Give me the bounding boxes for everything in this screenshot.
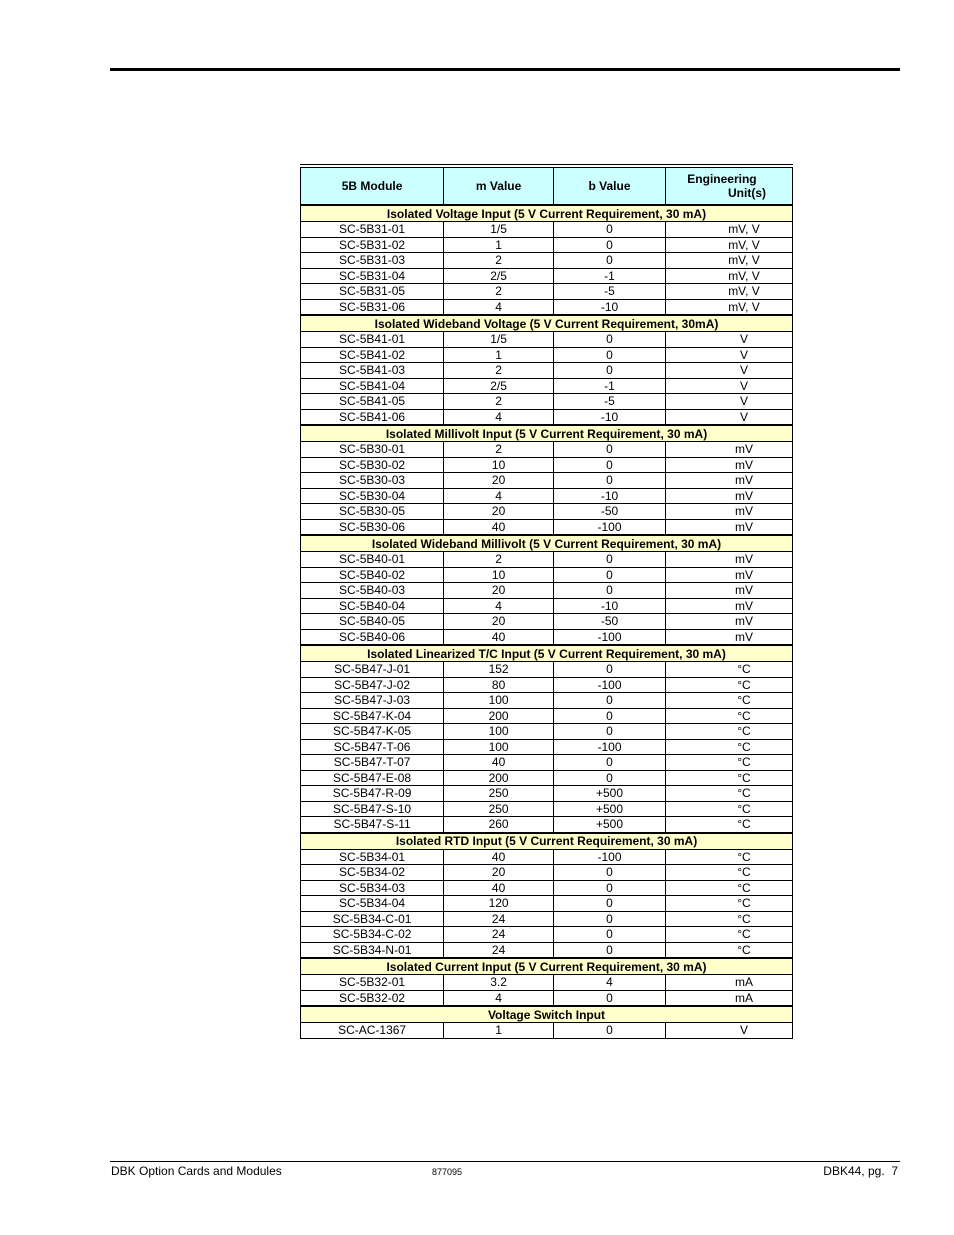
cell-module: SC-5B34-01 xyxy=(301,849,444,865)
cell-b-value: -50 xyxy=(554,614,666,630)
cell-eng-units: °C xyxy=(665,770,792,786)
header-module: 5B Module xyxy=(301,168,444,206)
table-row xyxy=(301,739,793,755)
section-header-row xyxy=(301,315,793,332)
cell-b-value: -5 xyxy=(554,394,666,410)
cell-module: SC-5B41-06 xyxy=(301,409,444,425)
cell-m-value: 40 xyxy=(444,519,554,535)
cell-module: SC-5B32-01 xyxy=(301,975,444,991)
cell-b-value: +500 xyxy=(554,801,666,817)
table-row xyxy=(301,473,793,489)
table-row xyxy=(301,708,793,724)
cell-module: SC-5B41-05 xyxy=(301,394,444,410)
cell-m-value: 1/5 xyxy=(444,222,554,238)
cell-module: SC-5B41-04 xyxy=(301,378,444,394)
cell-module: SC-5B47-K-05 xyxy=(301,724,444,740)
cell-m-value: 100 xyxy=(444,693,554,709)
table-row xyxy=(301,911,793,927)
cell-m-value: 250 xyxy=(444,801,554,817)
table-row xyxy=(301,865,793,881)
footer-document-title: DBK Option Cards and Modules xyxy=(111,1164,282,1178)
cell-b-value: -50 xyxy=(554,504,666,520)
cell-b-value: 0 xyxy=(554,724,666,740)
cell-eng-units: °C xyxy=(665,724,792,740)
cell-eng-units: V xyxy=(665,332,792,348)
cell-b-value: -10 xyxy=(554,299,666,315)
table-row xyxy=(301,552,793,568)
cell-m-value: 4 xyxy=(444,409,554,425)
cell-module: SC-5B34-02 xyxy=(301,865,444,881)
header-engineering-units xyxy=(665,168,792,206)
table-row xyxy=(301,363,793,379)
cell-module: SC-5B41-03 xyxy=(301,363,444,379)
cell-b-value: 0 xyxy=(554,552,666,568)
cell-b-value: -100 xyxy=(554,519,666,535)
cell-eng-units: mV, V xyxy=(665,299,792,315)
cell-b-value: 0 xyxy=(554,942,666,958)
cell-eng-units: mV, V xyxy=(665,268,792,284)
cell-b-value: -1 xyxy=(554,378,666,394)
table-row xyxy=(301,409,793,425)
table-row xyxy=(301,442,793,458)
table-row xyxy=(301,662,793,678)
cell-eng-units: V xyxy=(665,409,792,425)
table-row xyxy=(301,347,793,363)
cell-module: SC-5B31-04 xyxy=(301,268,444,284)
cell-module: SC-5B34-04 xyxy=(301,896,444,912)
table-row xyxy=(301,284,793,300)
table-row xyxy=(301,598,793,614)
cell-b-value: -1 xyxy=(554,268,666,284)
footer-rule xyxy=(110,1161,900,1162)
table-row xyxy=(301,222,793,238)
module-table xyxy=(300,167,793,1039)
section-header-row xyxy=(301,833,793,850)
cell-m-value: 40 xyxy=(444,849,554,865)
table-row xyxy=(301,724,793,740)
cell-module: SC-5B31-03 xyxy=(301,253,444,269)
cell-eng-units: V xyxy=(665,363,792,379)
cell-module: SC-AC-1367 xyxy=(301,1023,444,1039)
cell-b-value: 0 xyxy=(554,708,666,724)
cell-m-value: 24 xyxy=(444,942,554,958)
cell-m-value: 4 xyxy=(444,488,554,504)
footer-document-number: 877095 xyxy=(432,1167,463,1177)
cell-b-value: 0 xyxy=(554,222,666,238)
cell-b-value: -100 xyxy=(554,849,666,865)
section-title: Isolated Wideband Millivolt (5 V Current Requirement, 30 mA) xyxy=(301,535,793,552)
table-row xyxy=(301,629,793,645)
cell-m-value: 10 xyxy=(444,457,554,473)
cell-module: SC-5B34-C-01 xyxy=(301,911,444,927)
section-title: Isolated Voltage Input (5 V Current Requirement, 30 mA) xyxy=(301,205,793,222)
cell-m-value: 120 xyxy=(444,896,554,912)
cell-eng-units: °C xyxy=(665,755,792,771)
cell-m-value: 20 xyxy=(444,614,554,630)
cell-b-value: 0 xyxy=(554,693,666,709)
cell-eng-units: mV, V xyxy=(665,253,792,269)
cell-m-value: 1/5 xyxy=(444,332,554,348)
cell-module: SC-5B47-S-10 xyxy=(301,801,444,817)
cell-b-value: 0 xyxy=(554,347,666,363)
cell-module: SC-5B47-J-02 xyxy=(301,677,444,693)
table-row xyxy=(301,896,793,912)
cell-m-value: 2 xyxy=(444,394,554,410)
cell-eng-units: °C xyxy=(665,880,792,896)
cell-b-value: 0 xyxy=(554,473,666,489)
cell-module: SC-5B40-05 xyxy=(301,614,444,630)
cell-module: SC-5B41-01 xyxy=(301,332,444,348)
cell-m-value: 20 xyxy=(444,504,554,520)
table-row xyxy=(301,880,793,896)
cell-b-value: 0 xyxy=(554,911,666,927)
table-row xyxy=(301,942,793,958)
table-row xyxy=(301,253,793,269)
cell-b-value: 0 xyxy=(554,865,666,881)
cell-b-value: 0 xyxy=(554,567,666,583)
cell-m-value: 2/5 xyxy=(444,268,554,284)
cell-eng-units: mV xyxy=(665,504,792,520)
cell-b-value: 0 xyxy=(554,755,666,771)
section-title: Isolated Current Input (5 V Current Requirement, 30 mA) xyxy=(301,958,793,975)
cell-eng-units: mA xyxy=(665,990,792,1006)
cell-m-value: 2 xyxy=(444,253,554,269)
cell-b-value: 0 xyxy=(554,770,666,786)
cell-eng-units: mV, V xyxy=(665,237,792,253)
cell-eng-units: °C xyxy=(665,896,792,912)
cell-eng-units: mV xyxy=(665,488,792,504)
cell-module: SC-5B30-03 xyxy=(301,473,444,489)
table-row xyxy=(301,614,793,630)
cell-m-value: 3.2 xyxy=(444,975,554,991)
cell-b-value: 0 xyxy=(554,237,666,253)
cell-b-value: 0 xyxy=(554,457,666,473)
cell-module: SC-5B30-06 xyxy=(301,519,444,535)
table-row xyxy=(301,567,793,583)
table-row xyxy=(301,237,793,253)
cell-m-value: 200 xyxy=(444,708,554,724)
cell-module: SC-5B47-T-07 xyxy=(301,755,444,771)
cell-eng-units: °C xyxy=(665,677,792,693)
cell-module: SC-5B40-01 xyxy=(301,552,444,568)
cell-m-value: 152 xyxy=(444,662,554,678)
cell-m-value: 20 xyxy=(444,473,554,489)
header-units: Unit(s) xyxy=(728,186,766,200)
cell-module: SC-5B40-04 xyxy=(301,598,444,614)
top-rule xyxy=(110,68,900,71)
table-row xyxy=(301,801,793,817)
cell-module: SC-5B32-02 xyxy=(301,990,444,1006)
cell-m-value: 20 xyxy=(444,865,554,881)
cell-b-value: -100 xyxy=(554,739,666,755)
table-body xyxy=(301,205,793,1038)
cell-b-value: 0 xyxy=(554,253,666,269)
cell-eng-units: °C xyxy=(665,801,792,817)
cell-m-value: 260 xyxy=(444,817,554,833)
section-title: Voltage Switch Input xyxy=(301,1006,793,1023)
cell-m-value: 200 xyxy=(444,770,554,786)
table-row xyxy=(301,770,793,786)
table-row xyxy=(301,457,793,473)
cell-eng-units: mV xyxy=(665,473,792,489)
cell-eng-units: V xyxy=(665,394,792,410)
table-row xyxy=(301,519,793,535)
table-row xyxy=(301,927,793,943)
cell-b-value: -10 xyxy=(554,488,666,504)
cell-eng-units: V xyxy=(665,378,792,394)
cell-module: SC-5B47-K-04 xyxy=(301,708,444,724)
cell-b-value: 0 xyxy=(554,896,666,912)
cell-b-value: 0 xyxy=(554,927,666,943)
cell-m-value: 40 xyxy=(444,880,554,896)
cell-b-value: 0 xyxy=(554,583,666,599)
cell-m-value: 2/5 xyxy=(444,378,554,394)
cell-m-value: 1 xyxy=(444,1023,554,1039)
cell-m-value: 1 xyxy=(444,347,554,363)
header-m-value: m Value xyxy=(444,168,554,206)
table-row xyxy=(301,299,793,315)
cell-eng-units: mV xyxy=(665,598,792,614)
cell-m-value: 2 xyxy=(444,442,554,458)
cell-module: SC-5B30-02 xyxy=(301,457,444,473)
cell-m-value: 4 xyxy=(444,299,554,315)
cell-eng-units: °C xyxy=(665,662,792,678)
cell-b-value: 0 xyxy=(554,990,666,1006)
table-row xyxy=(301,268,793,284)
cell-m-value: 24 xyxy=(444,911,554,927)
cell-b-value: 0 xyxy=(554,442,666,458)
section-header-row xyxy=(301,645,793,662)
cell-module: SC-5B40-03 xyxy=(301,583,444,599)
cell-b-value: +500 xyxy=(554,786,666,802)
cell-module: SC-5B41-02 xyxy=(301,347,444,363)
header-b-value: b Value xyxy=(554,168,666,206)
cell-b-value: -10 xyxy=(554,409,666,425)
section-header-row xyxy=(301,425,793,442)
cell-module: SC-5B40-06 xyxy=(301,629,444,645)
cell-m-value: 4 xyxy=(444,990,554,1006)
table-row xyxy=(301,394,793,410)
cell-module: SC-5B47-E-08 xyxy=(301,770,444,786)
section-header-row xyxy=(301,1006,793,1023)
cell-module: SC-5B47-J-01 xyxy=(301,662,444,678)
cell-m-value: 20 xyxy=(444,583,554,599)
cell-eng-units: °C xyxy=(665,942,792,958)
cell-b-value: 0 xyxy=(554,332,666,348)
cell-module: SC-5B31-02 xyxy=(301,237,444,253)
cell-m-value: 40 xyxy=(444,755,554,771)
cell-m-value: 10 xyxy=(444,567,554,583)
table-row xyxy=(301,817,793,833)
cell-b-value: +500 xyxy=(554,817,666,833)
cell-b-value: -100 xyxy=(554,677,666,693)
cell-b-value: 0 xyxy=(554,662,666,678)
cell-b-value: 0 xyxy=(554,1023,666,1039)
table-row xyxy=(301,677,793,693)
section-title: Isolated Linearized T/C Input (5 V Current Requirement, 30 mA) xyxy=(301,645,793,662)
table-row xyxy=(301,990,793,1006)
cell-module: SC-5B31-01 xyxy=(301,222,444,238)
cell-module: SC-5B30-05 xyxy=(301,504,444,520)
header-row xyxy=(301,168,793,206)
cell-m-value: 2 xyxy=(444,363,554,379)
cell-m-value: 80 xyxy=(444,677,554,693)
cell-b-value: 4 xyxy=(554,975,666,991)
cell-module: SC-5B34-C-02 xyxy=(301,927,444,943)
cell-eng-units: °C xyxy=(665,708,792,724)
cell-module: SC-5B34-03 xyxy=(301,880,444,896)
cell-module: SC-5B30-04 xyxy=(301,488,444,504)
header-engineering: Engineering xyxy=(687,172,757,186)
cell-module: SC-5B30-01 xyxy=(301,442,444,458)
cell-eng-units: mA xyxy=(665,975,792,991)
section-header-row xyxy=(301,958,793,975)
table-row xyxy=(301,755,793,771)
cell-eng-units: °C xyxy=(665,817,792,833)
cell-eng-units: mV xyxy=(665,457,792,473)
cell-m-value: 1 xyxy=(444,237,554,253)
table-row xyxy=(301,488,793,504)
cell-eng-units: mV xyxy=(665,614,792,630)
cell-m-value: 100 xyxy=(444,739,554,755)
cell-module: SC-5B47-S-11 xyxy=(301,817,444,833)
section-header-row xyxy=(301,205,793,222)
cell-module: SC-5B40-02 xyxy=(301,567,444,583)
table-row xyxy=(301,786,793,802)
cell-eng-units: V xyxy=(665,1023,792,1039)
cell-eng-units: mV xyxy=(665,629,792,645)
cell-eng-units: °C xyxy=(665,927,792,943)
cell-eng-units: mV, V xyxy=(665,284,792,300)
cell-m-value: 250 xyxy=(444,786,554,802)
cell-eng-units: °C xyxy=(665,865,792,881)
cell-eng-units: mV xyxy=(665,583,792,599)
cell-b-value: -10 xyxy=(554,598,666,614)
table-row xyxy=(301,378,793,394)
cell-eng-units: °C xyxy=(665,849,792,865)
cell-b-value: -5 xyxy=(554,284,666,300)
table-row xyxy=(301,1023,793,1039)
footer-page-number: DBK44, pg. 7 xyxy=(823,1164,898,1178)
cell-module: SC-5B34-N-01 xyxy=(301,942,444,958)
cell-eng-units: °C xyxy=(665,786,792,802)
cell-m-value: 2 xyxy=(444,552,554,568)
table-row xyxy=(301,332,793,348)
table-row xyxy=(301,975,793,991)
module-table-container xyxy=(300,164,793,1039)
cell-m-value: 100 xyxy=(444,724,554,740)
cell-module: SC-5B47-J-03 xyxy=(301,693,444,709)
cell-module: SC-5B47-T-06 xyxy=(301,739,444,755)
cell-eng-units: mV xyxy=(665,567,792,583)
cell-eng-units: °C xyxy=(665,739,792,755)
cell-m-value: 40 xyxy=(444,629,554,645)
table-row xyxy=(301,504,793,520)
cell-eng-units: mV xyxy=(665,552,792,568)
cell-module: SC-5B31-05 xyxy=(301,284,444,300)
section-header-row xyxy=(301,535,793,552)
table-row xyxy=(301,849,793,865)
cell-b-value: 0 xyxy=(554,363,666,379)
cell-module: SC-5B47-R-09 xyxy=(301,786,444,802)
cell-module: SC-5B31-06 xyxy=(301,299,444,315)
cell-eng-units: mV, V xyxy=(665,222,792,238)
section-title: Isolated RTD Input (5 V Current Requirement, 30 mA) xyxy=(301,833,793,850)
cell-eng-units: mV xyxy=(665,442,792,458)
cell-b-value: 0 xyxy=(554,880,666,896)
table-row xyxy=(301,693,793,709)
cell-m-value: 4 xyxy=(444,598,554,614)
cell-eng-units: mV xyxy=(665,519,792,535)
section-title: Isolated Millivolt Input (5 V Current Requirement, 30 mA) xyxy=(301,425,793,442)
cell-b-value: -100 xyxy=(554,629,666,645)
table-row xyxy=(301,583,793,599)
section-title: Isolated Wideband Voltage (5 V Current Requirement, 30mA) xyxy=(301,315,793,332)
cell-eng-units: °C xyxy=(665,693,792,709)
cell-eng-units: °C xyxy=(665,911,792,927)
cell-eng-units: V xyxy=(665,347,792,363)
cell-m-value: 24 xyxy=(444,927,554,943)
cell-m-value: 2 xyxy=(444,284,554,300)
